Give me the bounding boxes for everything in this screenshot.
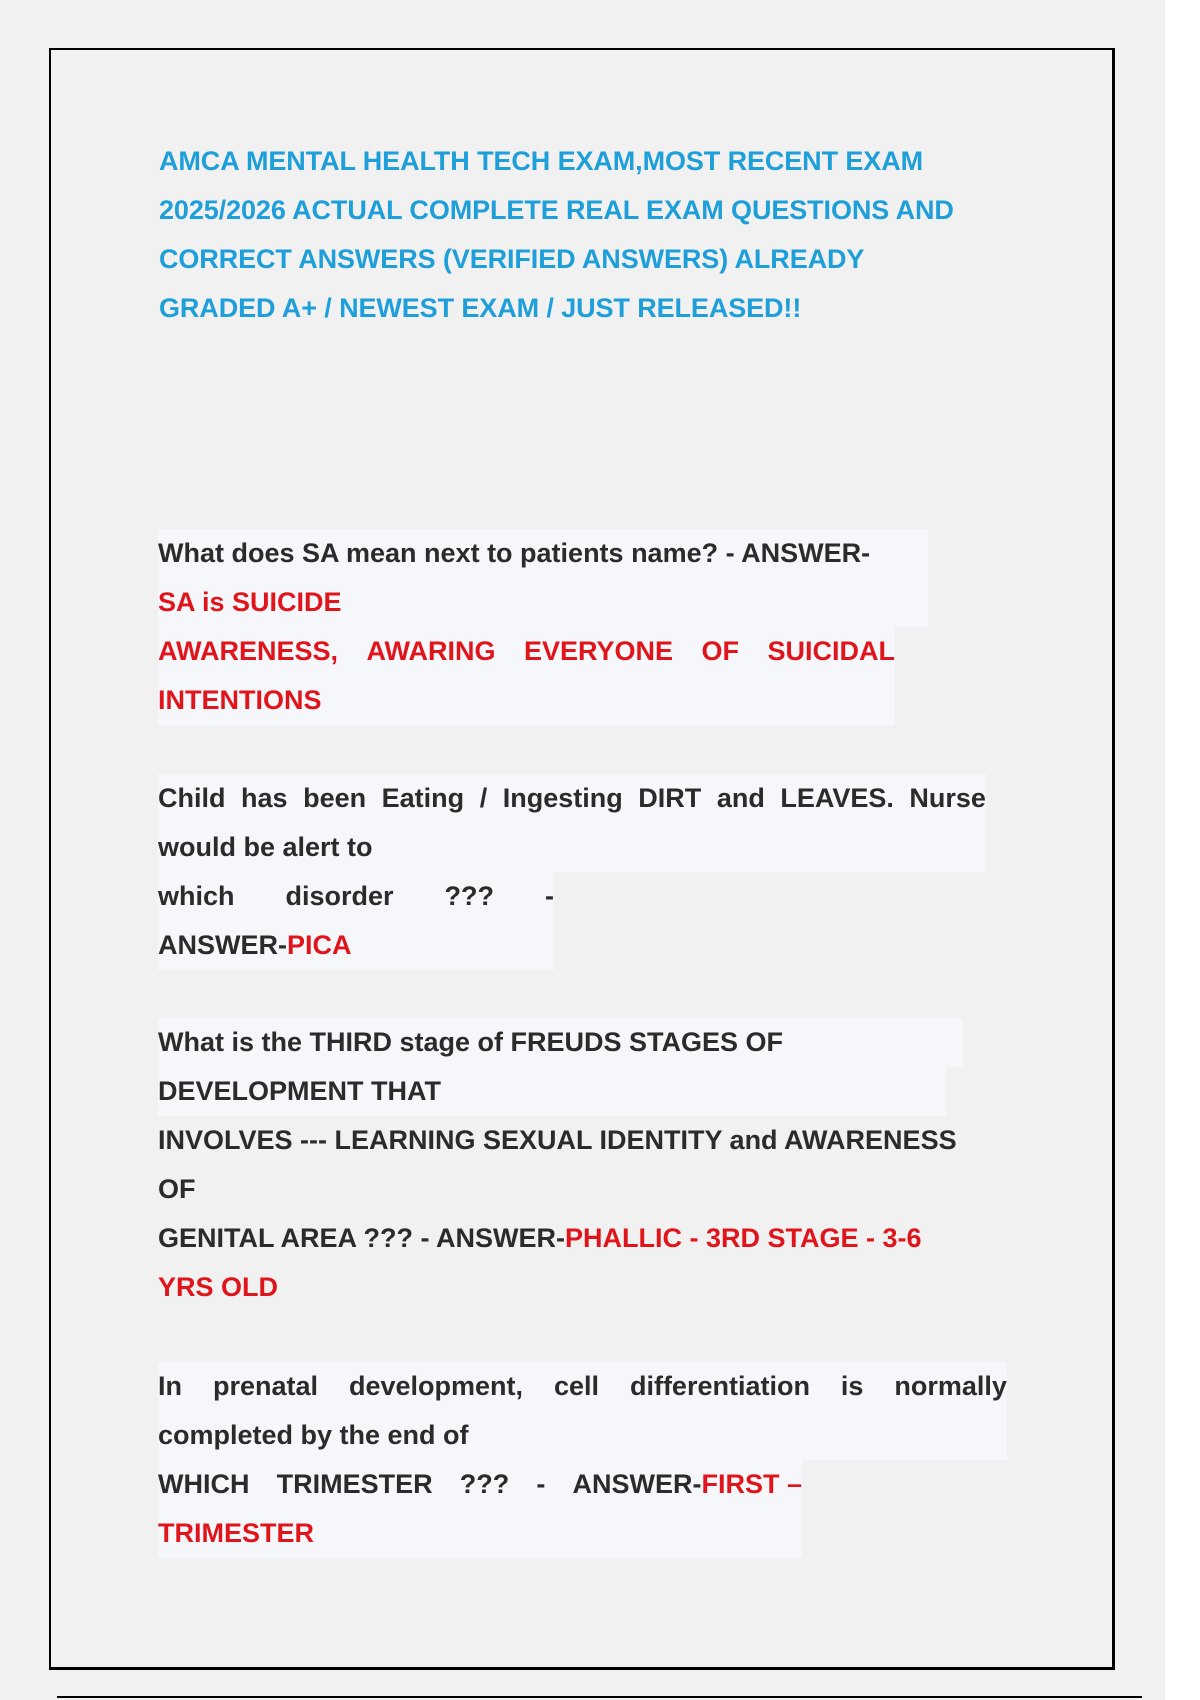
- question-word: and: [716, 783, 765, 813]
- question-word: DIRT: [638, 783, 702, 813]
- question-2: [158, 774, 986, 970]
- title-line: GRADED A+ / NEWEST EXAM / JUST RELEASED!!: [159, 293, 802, 323]
- question-text: OF: [158, 1174, 196, 1204]
- question-word: differentiation: [629, 1371, 810, 1401]
- question-word: WHICH: [158, 1469, 250, 1499]
- title-line: 2025/2026 ACTUAL COMPLETE REAL EXAM QUESTIONS AND: [159, 195, 954, 225]
- answer-text: FIRST –: [701, 1469, 802, 1499]
- question-word: which: [158, 881, 235, 911]
- answer-line: [158, 921, 554, 970]
- answer-text: PICA: [287, 930, 352, 960]
- answer-text: YRS OLD: [158, 1272, 279, 1302]
- question-word: been: [303, 783, 367, 813]
- question-text: What is the THIRD stage of FREUDS STAGES OF: [158, 1027, 784, 1057]
- question-word: In: [158, 1371, 182, 1401]
- question-word: development,: [348, 1371, 523, 1401]
- document-title: [159, 137, 1019, 333]
- question-text: GENITAL AREA ??? - ANSWER-: [158, 1223, 565, 1253]
- question-word: -: [536, 1469, 546, 1499]
- question-word: ???: [444, 881, 494, 911]
- question-word: ???: [459, 1469, 510, 1499]
- question-word: normally: [894, 1371, 1007, 1401]
- question-word: prenatal: [212, 1371, 318, 1401]
- question-word: Nurse: [909, 783, 986, 813]
- question-text: [158, 1362, 1007, 1411]
- question-text: What does SA mean next to patients name? - ANSWER-: [158, 538, 871, 568]
- answer-word: AWARING: [366, 636, 496, 666]
- answer-word: SUICIDAL: [767, 636, 895, 666]
- answer-group: [572, 1460, 802, 1509]
- question-word: TRIMESTER: [276, 1469, 433, 1499]
- question-text: would be alert to: [158, 832, 373, 862]
- question-1: [158, 529, 928, 725]
- answer-prefix: ANSWER-: [572, 1469, 702, 1499]
- answer-line: [158, 1214, 963, 1263]
- question-word: -: [544, 881, 554, 911]
- question-word: Child: [158, 783, 226, 813]
- question-word: cell: [553, 1371, 599, 1401]
- question-3: [158, 1018, 963, 1312]
- question-4: [158, 1362, 1007, 1558]
- title-line: CORRECT ANSWERS (VERIFIED ANSWERS) ALREADY: [159, 244, 865, 274]
- question-word: has: [241, 783, 288, 813]
- question-text: DEVELOPMENT THAT: [158, 1076, 441, 1106]
- answer-text: PHALLIC - 3RD STAGE - 3-6: [564, 1223, 922, 1253]
- answer-line: [158, 1460, 802, 1509]
- answer-text: [158, 627, 895, 676]
- answer-word: EVERYONE: [524, 636, 674, 666]
- title-line: AMCA MENTAL HEALTH TECH EXAM,MOST RECENT EXAM: [159, 146, 923, 176]
- question-text: [158, 774, 986, 823]
- answer-word: OF: [701, 636, 740, 666]
- question-text: INVOLVES --- LEARNING SEXUAL IDENTITY and AWARENESS: [158, 1125, 957, 1155]
- question-text: [158, 872, 554, 921]
- question-word: Eating: [381, 783, 465, 813]
- page-divider: [57, 1696, 1142, 1698]
- answer-text: SA is SUICIDE: [158, 587, 342, 617]
- answer-text: INTENTIONS: [158, 685, 322, 715]
- answer-prefix: ANSWER-: [158, 930, 287, 960]
- question-word: /: [479, 783, 488, 813]
- question-word: LEAVES.: [780, 783, 894, 813]
- question-word: disorder: [285, 881, 394, 911]
- question-word: is: [840, 1371, 864, 1401]
- question-text: completed by the end of: [158, 1420, 469, 1450]
- answer-text: TRIMESTER: [158, 1518, 315, 1548]
- answer-word: AWARENESS,: [158, 636, 339, 666]
- question-word: Ingesting: [502, 783, 623, 813]
